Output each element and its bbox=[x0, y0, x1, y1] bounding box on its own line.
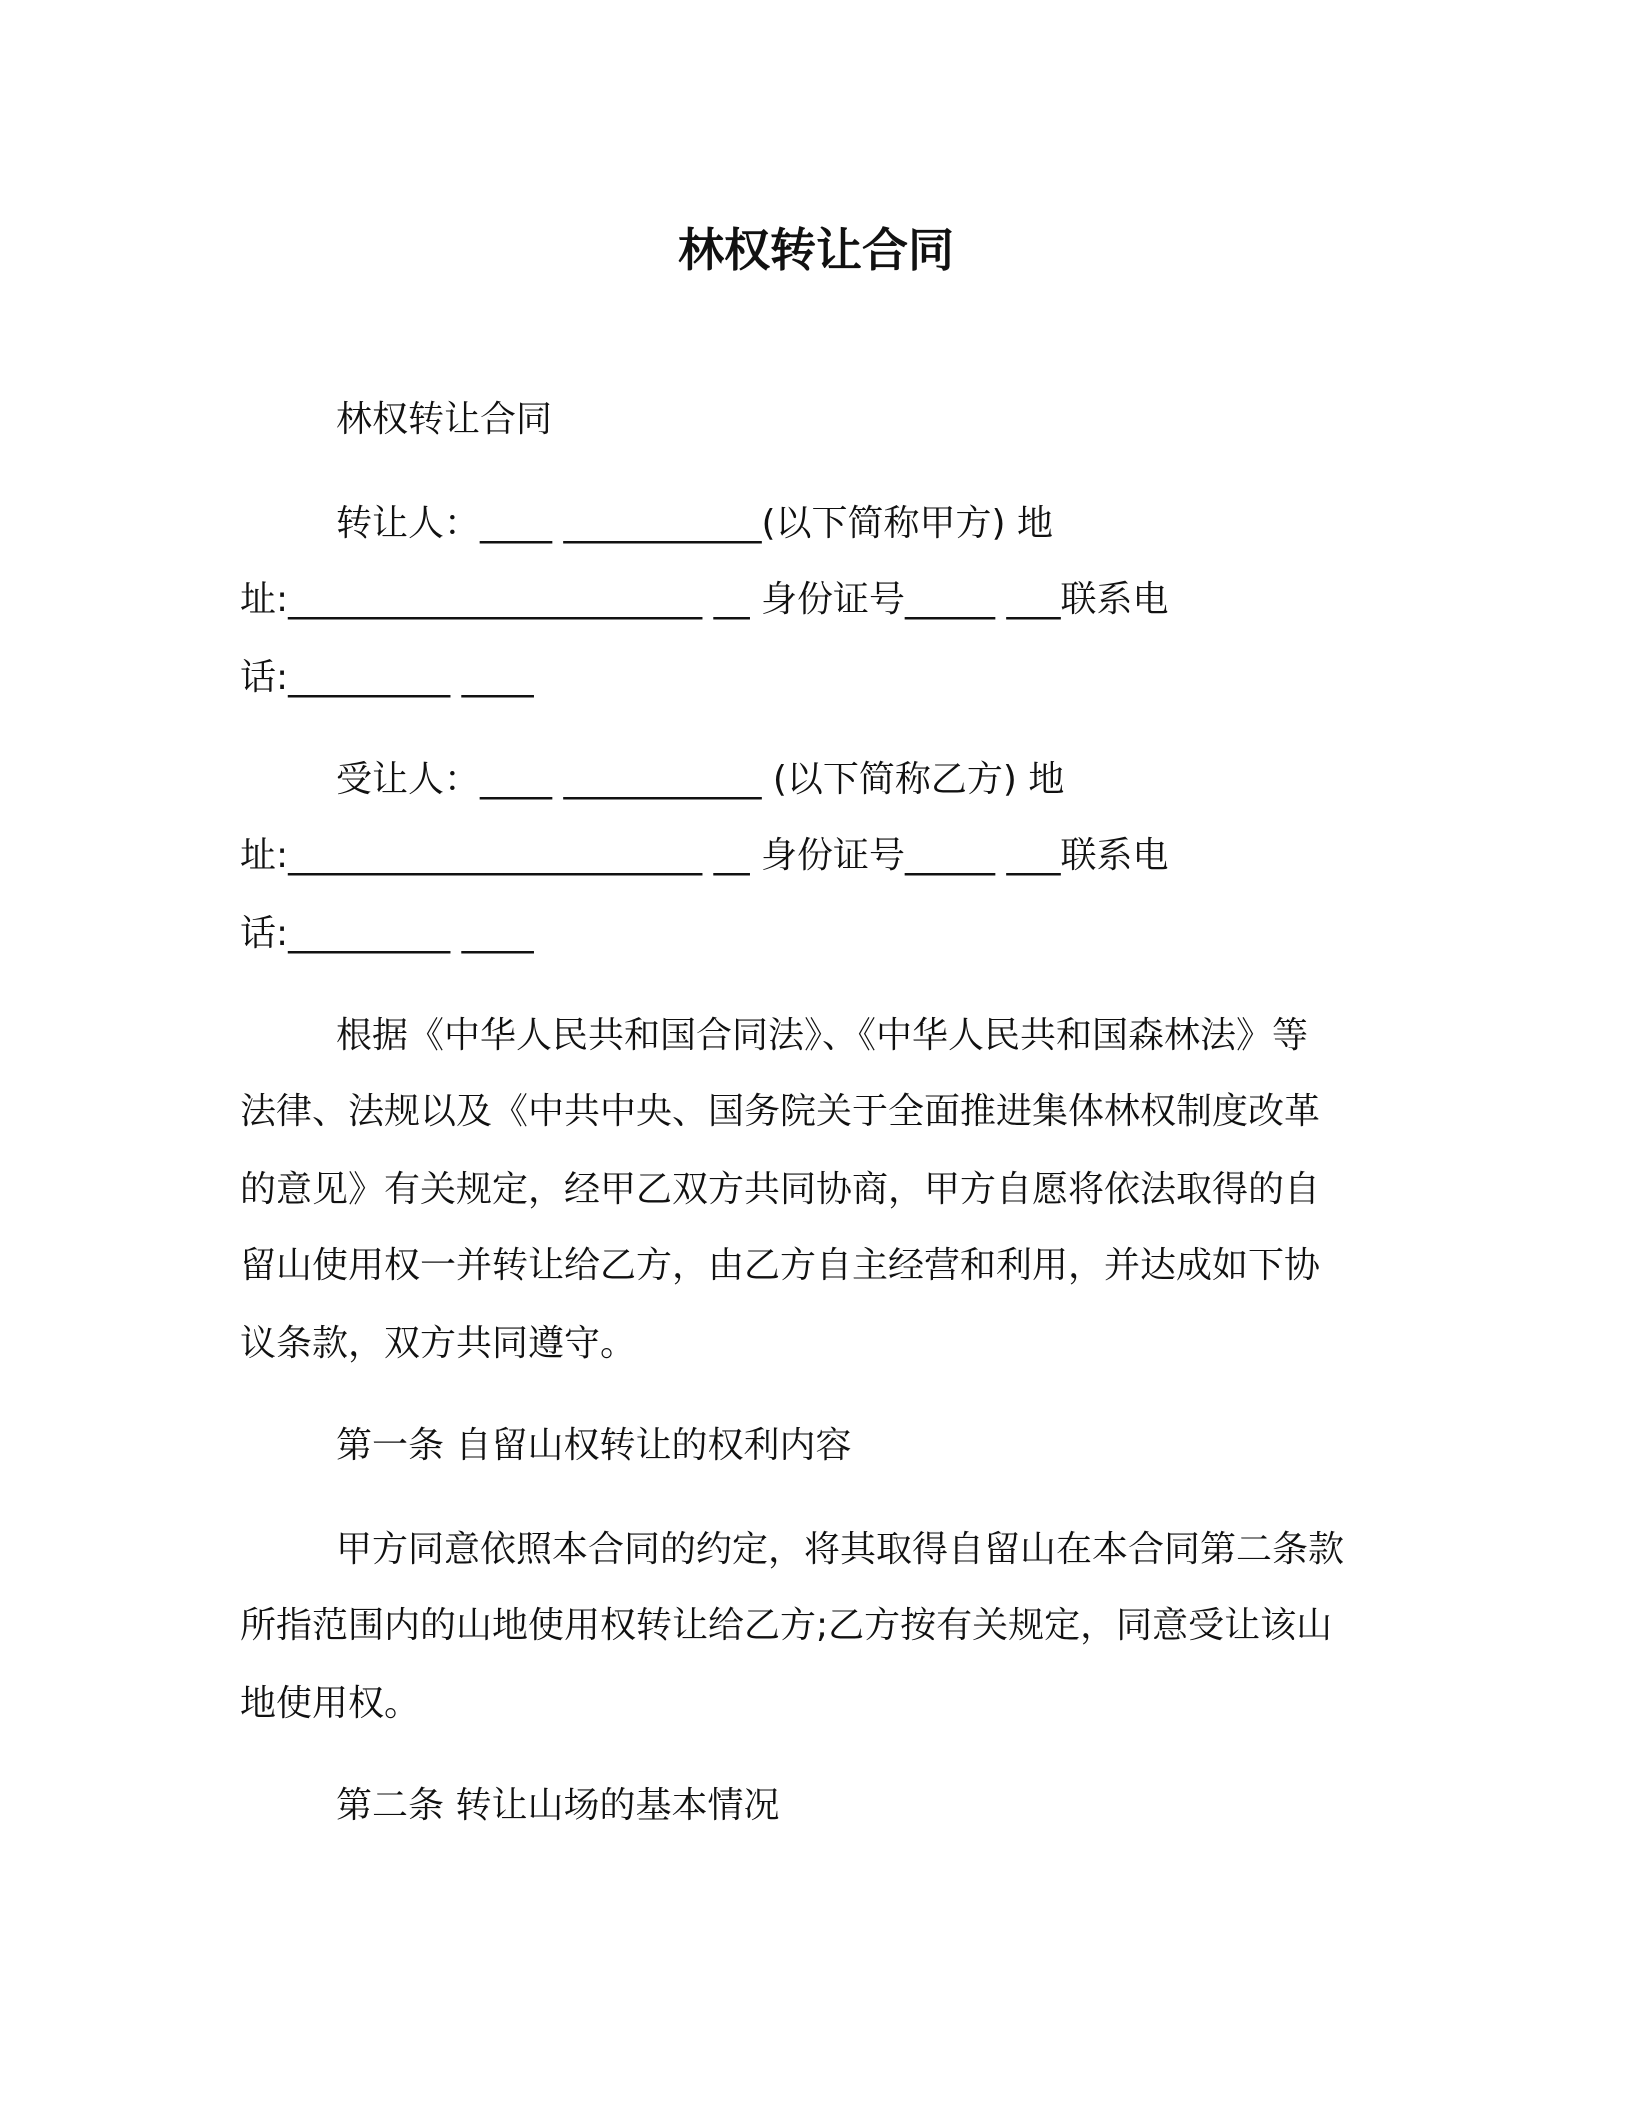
document-title: 林权转让合同 bbox=[678, 223, 954, 277]
party-b-line-3: 话:_________ ____ bbox=[240, 913, 534, 954]
party-a-line-2: 址:_______________________ __ 身份证号_____ ___联系电 bbox=[240, 579, 1169, 620]
article-2-heading: 第二条 转让山场的基本情况 bbox=[336, 1785, 780, 1826]
preamble-line: 的意见》有关规定，经甲乙双方共同协商，甲方自愿将依法取得的自 bbox=[240, 1169, 1321, 1210]
document-subtitle: 林权转让合同 bbox=[336, 399, 553, 440]
party-b-line-2: 址:_______________________ __ 身份证号_____ ___联系电 bbox=[240, 835, 1169, 876]
article-1-body-line: 甲方同意依照本合同的约定，将其取得自留山在本合同第二条款 bbox=[336, 1529, 1345, 1570]
article-1-heading: 第一条 自留山权转让的权利内容 bbox=[336, 1425, 852, 1466]
preamble-line: 留山使用权一并转让给乙方，由乙方自主经营和利用，并达成如下协 bbox=[240, 1245, 1321, 1286]
party-a-line-3: 话:_________ ____ bbox=[240, 657, 534, 698]
party-b-line-1: 受让人：____ ___________ (以下简称乙方) 地 bbox=[336, 759, 1065, 800]
preamble-line: 法律、法规以及《中共中央、国务院关于全面推进集体林权制度改革 bbox=[240, 1091, 1321, 1132]
party-a-line-1: 转让人：____ ___________(以下简称甲方) 地 bbox=[336, 503, 1053, 544]
preamble-line: 根据《中华人民共和国合同法》、《中华人民共和国森林法》等 bbox=[336, 1015, 1309, 1056]
preamble-line: 议条款，双方共同遵守。 bbox=[240, 1323, 637, 1364]
article-1-body-line: 地使用权。 bbox=[240, 1683, 421, 1724]
article-1-body-line: 所指范围内的山地使用权转让给乙方;乙方按有关规定，同意受让该山 bbox=[240, 1605, 1333, 1646]
